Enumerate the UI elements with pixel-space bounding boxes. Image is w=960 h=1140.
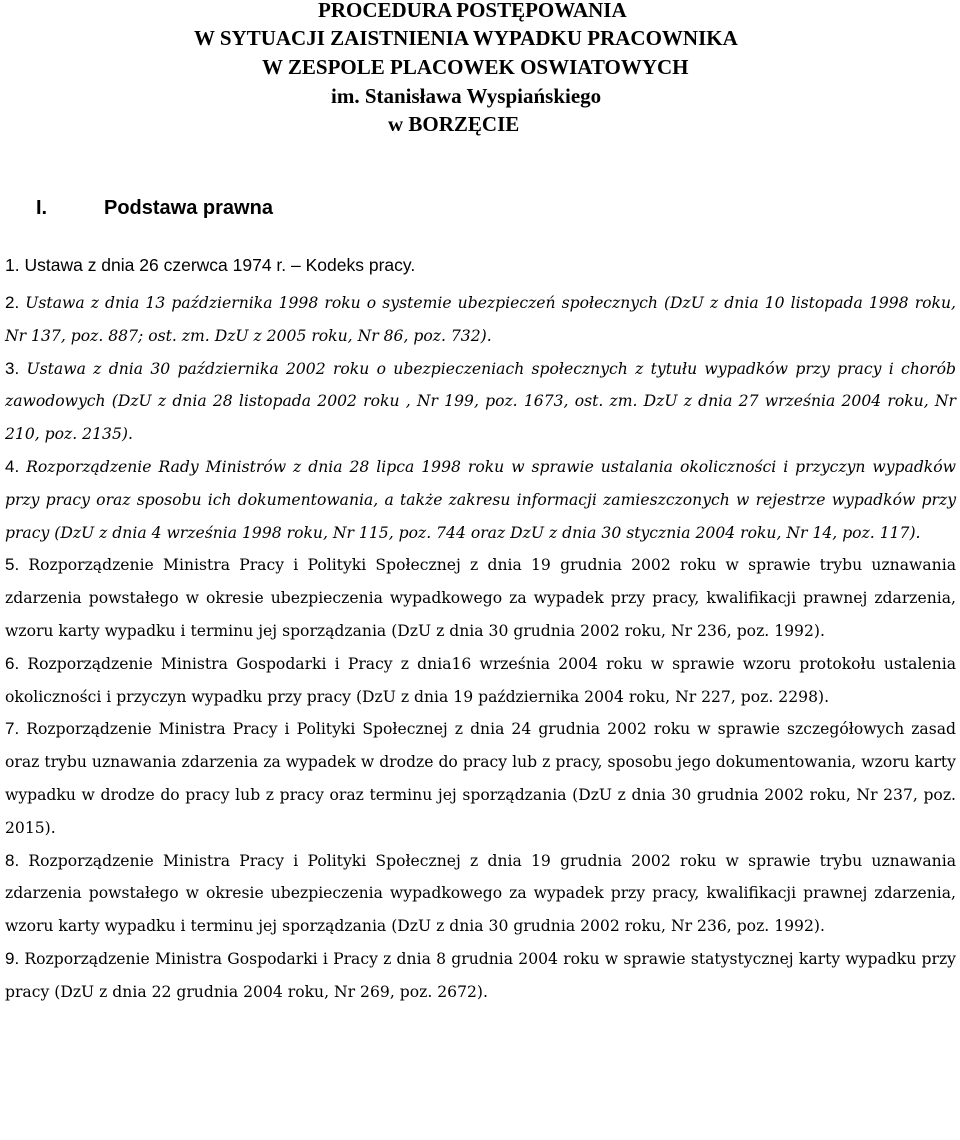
- legal-basis-list: [5, 287, 956, 1009]
- list-item-1: [5, 255, 415, 276]
- section-number: I.: [36, 197, 48, 219]
- item-number: 4.: [5, 456, 20, 476]
- item-text: Ustawa z dnia 13 października 1998 roku o systemie ubezpieczeń społecznych (DzU z dnia 10 listopada 1998 roku, Nr 137, poz. 887; ost. zm. DzU z 2005 roku, Nr 86, poz. 732).: [5, 294, 956, 345]
- list-item-7: [5, 713, 956, 844]
- item-text: Rozporządzenie Rady Ministrów z dnia 28 lipca 1998 roku w sprawie ustalania okoliczności i przyczyn wypadków przy pracy oraz sposobu ich dokumentowania, a także zakresu informacji zamieszczonych w rejestrze wypadków przy pracy (DzU z dnia 4 września 1998 roku, Nr 115, poz. 744 oraz DzU z dnia 30 stycznia 2004 roku, Nr 14, poz. 117).: [5, 457, 956, 542]
- header-line-5: w BORZĘCIE: [388, 112, 520, 136]
- item-text: Ustawa z dnia 30 października 2002 roku o ubezpieczeniach społecznych z tytułu wypadków przy pracy i chorób zawodowych (DzU z dnia 28 listopada 2002 roku , Nr 199, poz. 1673, ost. zm. DzU z dnia 27 września 2004 roku, Nr 210, poz. 2135).: [5, 359, 956, 444]
- item-number: 9.: [5, 948, 20, 968]
- section-title: Podstawa prawna: [104, 197, 273, 219]
- list-item-8: [5, 845, 956, 943]
- list-item-2: [5, 287, 956, 353]
- list-item-9: [5, 943, 956, 1009]
- header-line-1: PROCEDURA POSTĘPOWANIA: [318, 0, 627, 22]
- item-text: Rozporządzenie Ministra Gospodarki i Pracy z dnia 8 grudnia 2004 roku w sprawie statystycznej karty wypadku przy pracy (DzU z dnia 22 grudnia 2004 roku, Nr 269, poz. 2672).: [5, 949, 956, 1001]
- item-text: Ustawa z dnia 26 czerwca 1974 r. – Kodeks pracy.: [24, 255, 416, 275]
- header-line-3: W ZESPOLE PLACOWEK OSWIATOWYCH: [262, 55, 689, 79]
- item-text: Rozporządzenie Ministra Pracy i Polityki Społecznej z dnia 19 grudnia 2002 roku w sprawie trybu uznawania zdarzenia powstałego w okresie ubezpieczenia wypadkowego za wypadek przy pracy, kwalifikacji prawnej zdarzenia, wzoru karty wypadku i terminu jej sporządzania (DzU z dnia 30 grudnia 2002 roku, Nr 236, poz. 1992).: [5, 556, 956, 640]
- header-line-4: im. Stanisława Wyspiańskiego: [331, 84, 602, 108]
- item-number: 6.: [5, 653, 20, 673]
- item-number: 7.: [5, 719, 20, 739]
- item-number: 1.: [5, 255, 20, 275]
- list-item-6: [5, 648, 956, 714]
- item-number: 2.: [5, 293, 20, 312]
- list-item-3: [5, 353, 956, 451]
- list-item-5: [5, 549, 956, 647]
- item-text: Rozporządzenie Ministra Gospodarki i Pracy z dnia16 września 2004 roku w sprawie wzoru protokołu ustalenia okoliczności i przyczyn wypadku przy pracy (DzU z dnia 19 października 2004 roku, Nr 227, poz. 2298).: [5, 654, 956, 706]
- item-number: 3.: [5, 358, 20, 378]
- header-line-2: W SYTUACJI ZAISTNIENIA WYPADKU PRACOWNIKA: [194, 26, 738, 50]
- item-text: Rozporządzenie Ministra Pracy i Polityki Społecznej z dnia 24 grudnia 2002 roku w sprawie szczegółowych zasad oraz trybu uznawania zdarzenia za wypadek w drodze do pracy lub z pracy, sposobu jego dokumentowania, wzoru karty wypadku w drodze do pracy lub z pracy oraz terminu jej sporządzania (DzU z dnia 30 grudnia 2002 roku, Nr 237, poz. 2015).: [5, 720, 956, 837]
- item-text: Rozporządzenie Ministra Pracy i Polityki Społecznej z dnia 19 grudnia 2002 roku w sprawie trybu uznawania zdarzenia powstałego w okresie ubezpieczenia wypadkowego za wypadek przy pracy, kwalifikacji prawnej zdarzenia, wzoru karty wypadku i terminu jej sporządzania (DzU z dnia 30 grudnia 2002 roku, Nr 236, poz. 1992).: [5, 851, 956, 936]
- item-number: 8.: [5, 850, 20, 870]
- section-heading: [6, 197, 273, 220]
- list-item-4: [5, 451, 956, 549]
- item-number: 5.: [5, 555, 20, 575]
